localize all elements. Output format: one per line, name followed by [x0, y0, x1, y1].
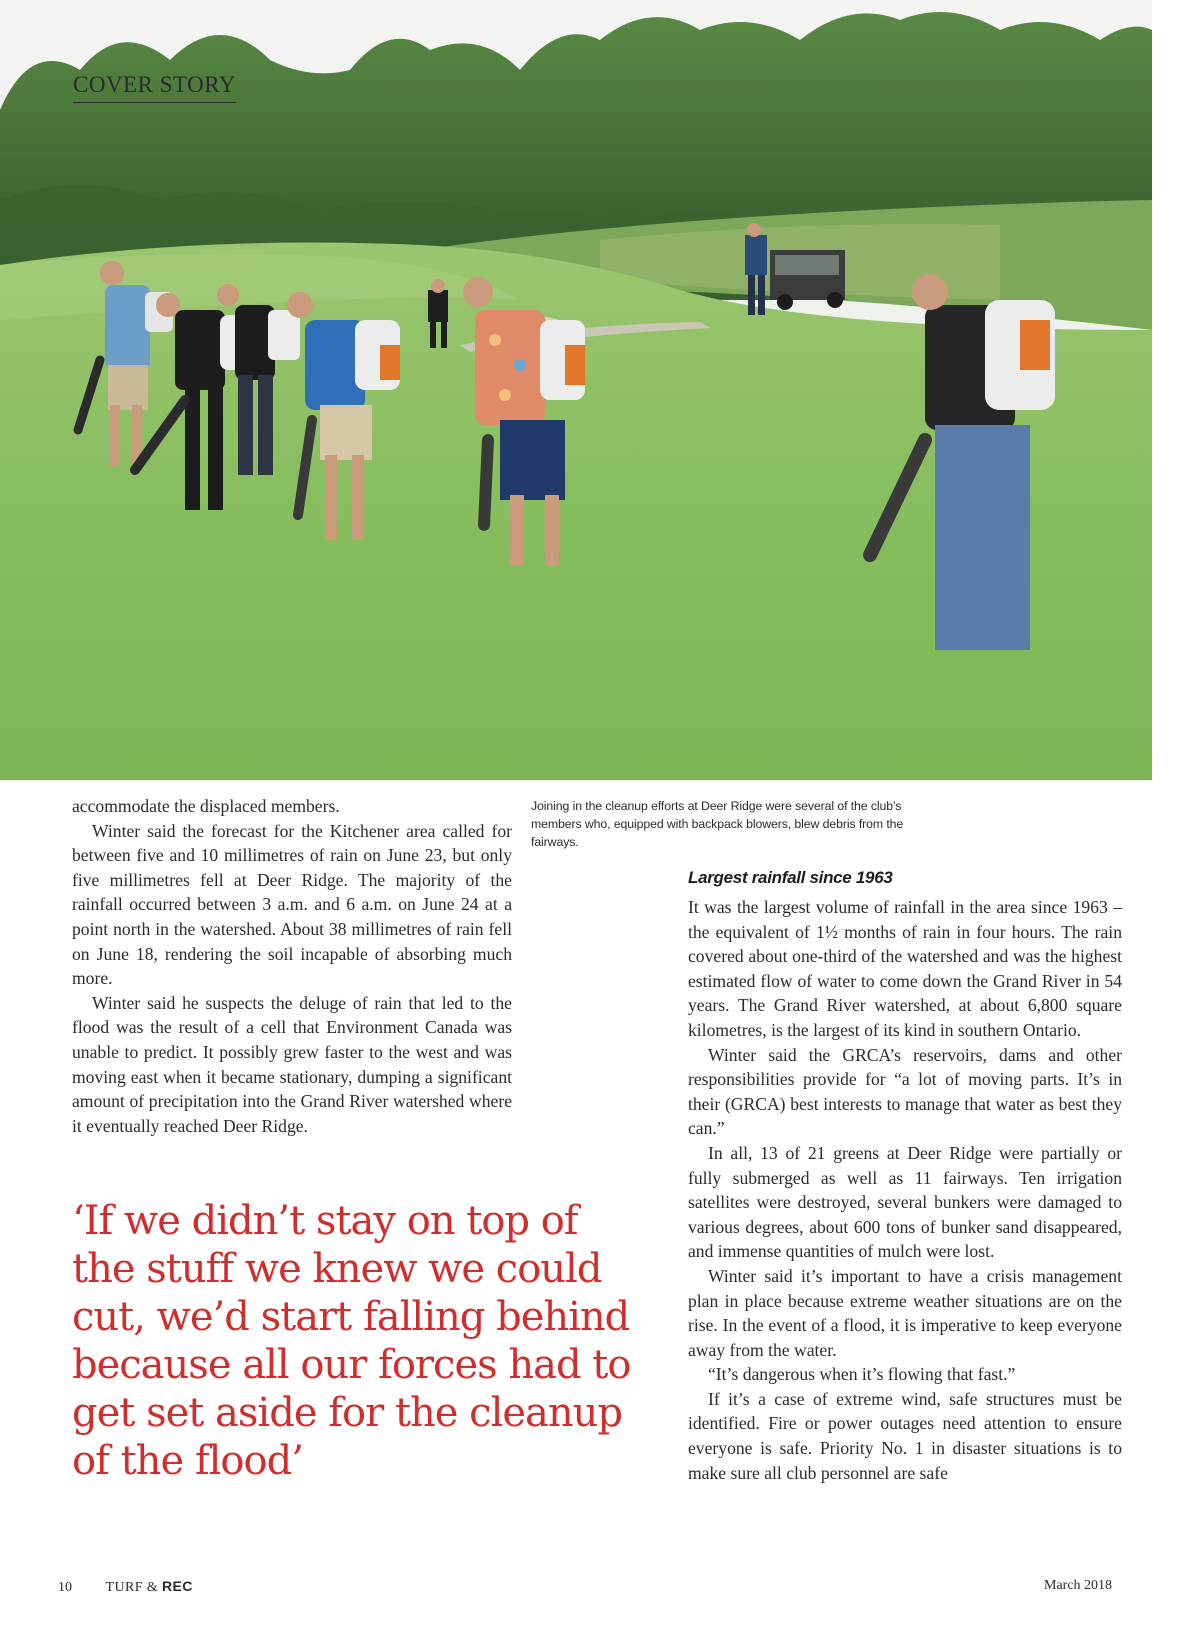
- photo-caption: Joining in the cleanup efforts at Deer Ridge were several of the club’s members who, equipped with backpack blowers, blew debris from the fairways.: [531, 799, 904, 849]
- right-paragraph: “It’s dangerous when it’s flowing that fast.”: [708, 1364, 1016, 1385]
- footer-left: [58, 1578, 193, 1596]
- pull-quote: ‘If we didn’t stay on top of the stuff we knew we could cut, we’d start falling behind because all our forces had to get set aside for the cleanup of the flood’: [72, 1198, 631, 1484]
- golf-course-cleanup-illustration: [0, 0, 1152, 780]
- right-paragraph: It was the largest volume of rainfall in the area since 1963 – the equivalent of 1½ months of rain in four hours. The rain covered about one-third of the watershed and was the highest estimated flow of water to come down the Grand River in 54 years. The Grand River watershed, at about 6,800 square kilometres, is the largest of its kind in southern Ontario.: [688, 897, 1122, 1040]
- cover-photo: [0, 0, 1152, 780]
- magazine-name: [106, 1580, 193, 1595]
- right-column: [688, 895, 1122, 1485]
- left-paragraph: Winter said he suspects the deluge of rain that led to the flood was the result of a cell that Environment Canada was unable to predict. It possibly grew faster to the west and was moving east when it became stationary, dumping a significant amount of precipitation into the Grand River watershed where it eventually reached Deer Ridge.: [72, 992, 512, 1136]
- right-paragraph: Winter said it’s important to have a crisis management plan in place because extreme weather situations are on the rise. In the event of a flood, it is imperative to keep everyone away from the water.: [688, 1265, 1122, 1360]
- right-paragraph: In all, 13 of 21 greens at Deer Ridge were partially or fully submerged as well as 11 fairways. Ten irrigation satellites were destroyed, several bunkers were damaged to various degrees, about 600 tons of bunker sand disappeared, and immense quantities of mulch were lost.: [688, 1142, 1122, 1262]
- issue-date: March 2018: [1044, 1578, 1113, 1593]
- page-number: 10: [58, 1580, 72, 1595]
- left-paragraph: accommodate the displaced members.: [72, 796, 340, 816]
- section-label: COVER STORY: [73, 72, 236, 103]
- magazine-bold: REC: [161, 1578, 193, 1594]
- left-paragraph: Winter said the forecast for the Kitchener area called for between five and 10 millimetres of rain on June 23, but only five millimetres fell at Deer Ridge. The majority of the rainfall occurred between 3 a.m. and 6 a.m. on June 24 at a point north in the watershed. About 38 millimetres of rain fell on June 18, rendering the soil incapable of absorbing much more.: [72, 820, 512, 989]
- right-paragraph: Winter said the GRCA’s reservoirs, dams and other responsibilities provide for “a lot of moving parts. It’s in their (GRCA) best interests to manage that water as best they can.”: [688, 1044, 1122, 1139]
- left-column: [72, 794, 512, 1138]
- right-paragraph: If it’s a case of extreme wind, safe structures must be identified. Fire or power outages need attention to ensure everyone is safe. Priority No. 1 in disaster situations is to make sure all club personnel are safe: [688, 1388, 1122, 1483]
- magazine-prefix: TURF &: [105, 1580, 159, 1595]
- subhead: Largest rainfall since 1963: [688, 868, 893, 887]
